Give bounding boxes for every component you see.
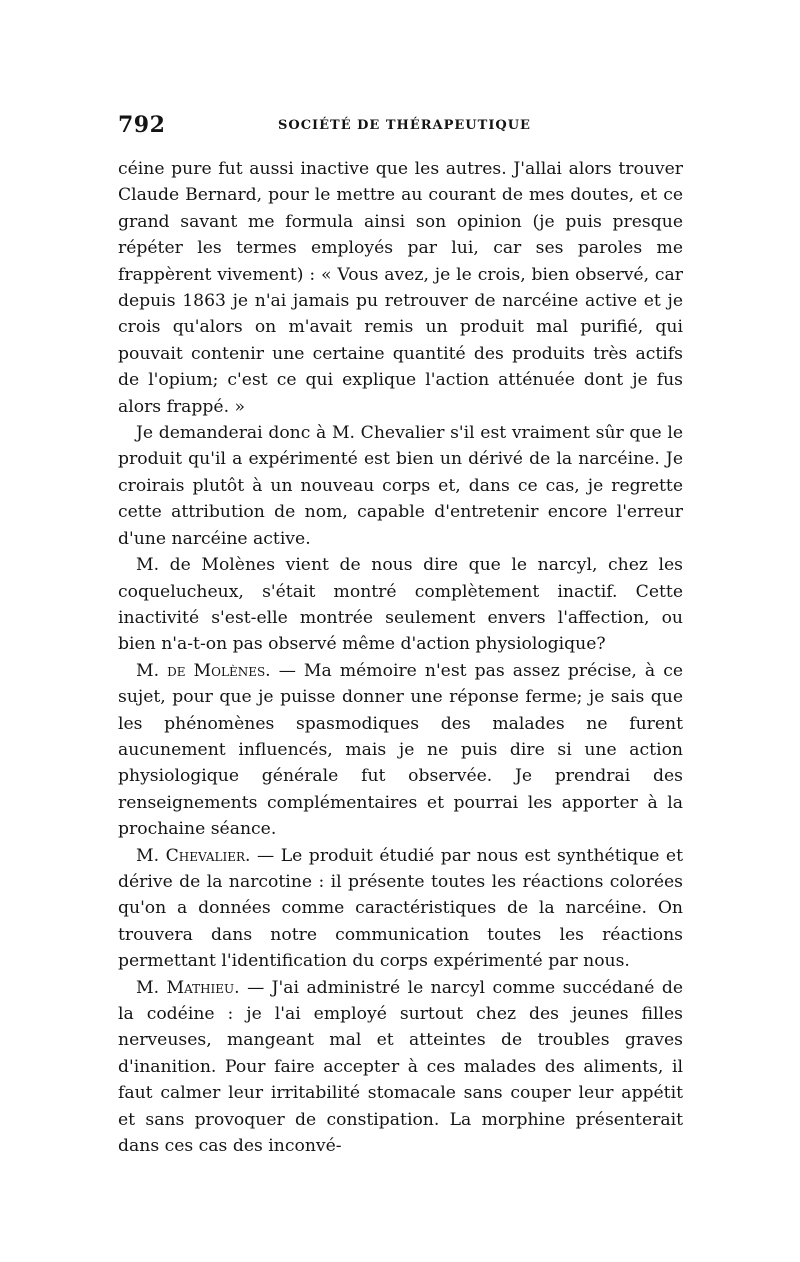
body-text	[118, 156, 683, 1159]
paragraph	[118, 156, 683, 420]
book-page	[118, 112, 683, 1159]
paragraph-text: céine pure fut aussi inactive que les autres. J'allai alors trouver Claude Bernard, pour le mettre au courant de mes doutes, et ce grand savant me formula ainsi son opinion (je puis presque répéter les termes employés par lui, car ses paroles me frappèrent vivement) : « Vous avez, je le crois, bien observé, car depuis 1863 je n'ai jamais pu retrouver de narcéine active et je crois qu'alors on m'avait remis un produit mal purifié, qui pouvait contenir une certaine quantité des produits très actifs de l'opium; c'est ce qui explique l'action atténuée dont je fus alors frappé. »	[118, 159, 683, 417]
paragraph	[118, 552, 683, 658]
paragraph-text: — Le produit étudié par nous est synthétique et dérive de la narcotine : il présente toutes les réactions colorées qu'on a données comme caractéristiques de la narcéine. On trouvera dans notre communication toutes les réactions permettant l'identification du corps expérimenté par nous.	[118, 845, 683, 972]
paragraph-text: — Ma mémoire n'est pas assez précise, à ce sujet, pour que je puisse donner une réponse ferme; je sais que les phénomènes spasmodiques des malades ne furent aucunement influencés, mais je ne puis dire si une action physiologique générale fut observée. Je prendrai des renseignements complémentaires et pourrai les apporter à la prochaine séance.	[118, 660, 683, 840]
running-head: SOCIÉTÉ DE THÉRAPEUTIQUE	[278, 118, 531, 133]
paragraph	[118, 975, 683, 1160]
paragraph	[118, 658, 683, 843]
speaker-name: M. Chevalier.	[136, 845, 251, 866]
paragraph-text: — J'ai administré le narcyl comme succédané de la codéine : je l'ai employé surtout chez des jeunes filles nerveuses, mangeant mal et atteintes de troubles graves d'inanition. Pour faire accepter à ces malades des aliments, il faut calmer leur irritabilité stomacale sans couper leur appétit et sans provoquer de constipation. La morphine présenterait dans ces cas des inconvé-	[118, 977, 683, 1157]
paragraph	[118, 843, 683, 975]
paragraph	[118, 420, 683, 552]
speaker-name: M. Mathieu.	[136, 977, 240, 998]
page-header	[118, 112, 683, 142]
page-number: 792	[118, 112, 166, 138]
paragraph-text: M. de Molènes vient de nous dire que le narcyl, chez les coquelucheux, s'était montré complètement inactif. Cette inactivité s'est-elle montrée seulement envers l'affection, ou bien n'a-t-on pas observé même d'action physiologique?	[118, 555, 683, 655]
speaker-name: M. de Molènes.	[136, 660, 271, 681]
paragraph-text: Je demanderai donc à M. Chevalier s'il est vraiment sûr que le produit qu'il a expérimenté est bien un dérivé de la narcéine. Je croirais plutôt à un nouveau corps et, dans ce cas, je regrette cette attribution de nom, capable d'entretenir encore l'erreur d'une narcéine active.	[118, 423, 683, 549]
